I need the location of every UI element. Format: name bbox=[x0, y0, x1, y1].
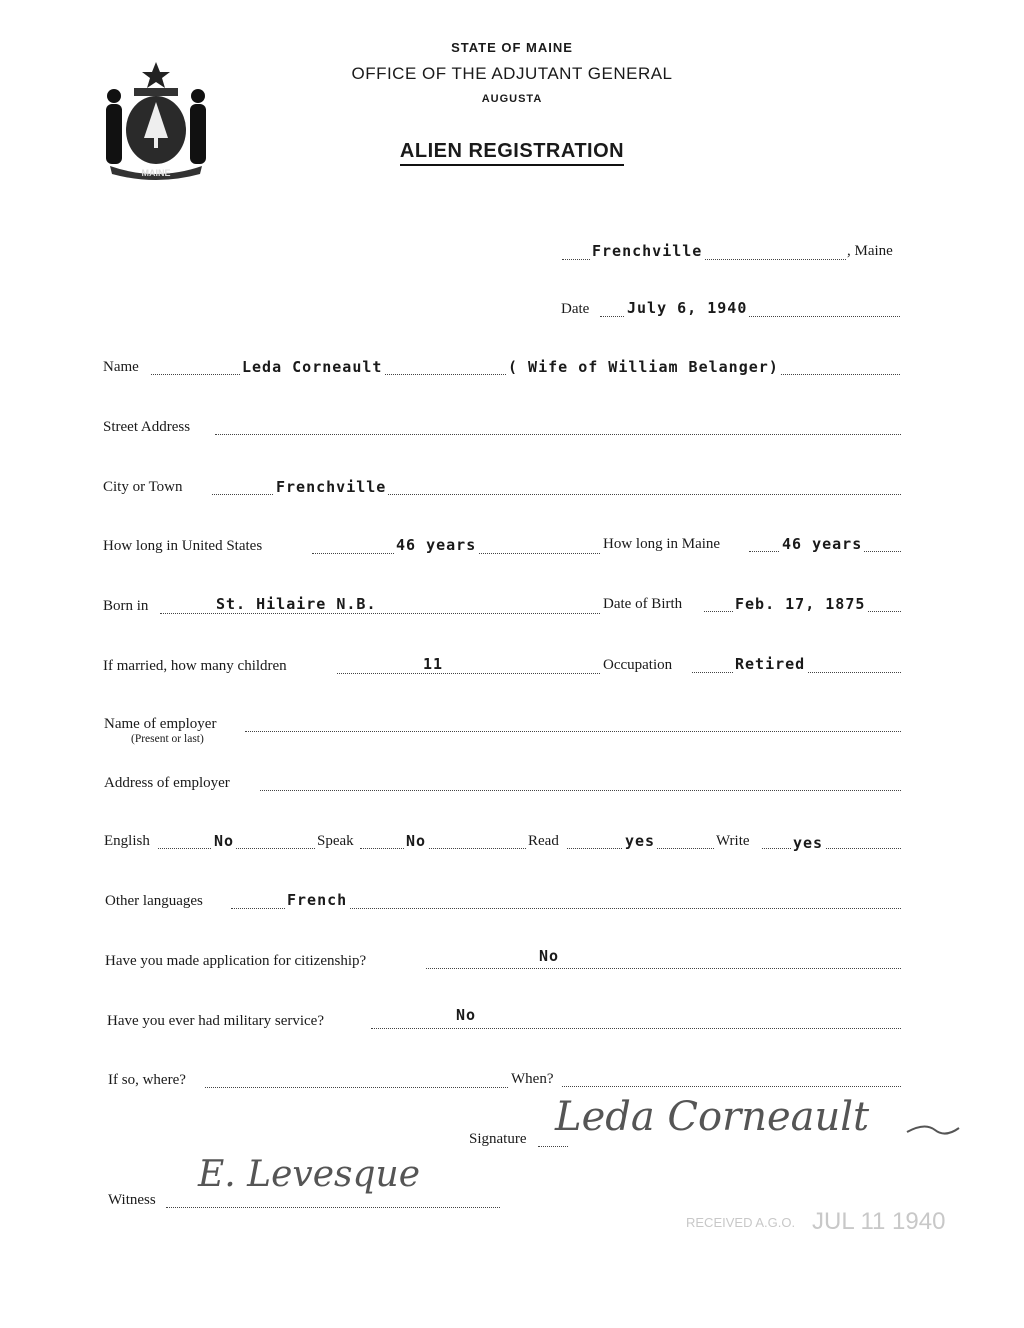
us-duration-label: How long in United States bbox=[103, 538, 263, 554]
children-label: If married, how many children bbox=[103, 658, 287, 674]
office-heading: OFFICE OF THE ADJUTANT GENERAL bbox=[351, 64, 673, 83]
city-heading: AUGUSTA bbox=[481, 93, 543, 105]
military-label: Have you ever had military service? bbox=[107, 1013, 324, 1029]
place-value: Frenchville bbox=[592, 242, 703, 260]
city-value: Frenchville bbox=[276, 478, 387, 496]
us-duration-value: 46 years bbox=[396, 536, 477, 554]
form-title: ALIEN REGISTRATION bbox=[0, 140, 1024, 163]
other-languages-value: French bbox=[287, 891, 348, 909]
children-value: 11 bbox=[423, 655, 444, 673]
employer-address-label: Address of employer bbox=[104, 775, 230, 791]
signature-label: Signature bbox=[469, 1131, 527, 1147]
born-in-value: St. Hilaire N.B. bbox=[216, 595, 377, 613]
english-label: English bbox=[104, 833, 150, 849]
name-note: ( Wife of William Belanger) bbox=[508, 358, 779, 376]
read-label: Read bbox=[528, 833, 559, 849]
witness-value: E. Levesque bbox=[198, 1154, 421, 1195]
occupation-label: Occupation bbox=[603, 657, 673, 673]
where-label: If so, where? bbox=[108, 1072, 186, 1088]
born-in-label: Born in bbox=[103, 598, 149, 614]
citizenship-value: No bbox=[539, 947, 560, 965]
date-value: July 6, 1940 bbox=[627, 299, 748, 317]
received-stamp-date: JUL 11 1940 bbox=[812, 1208, 946, 1235]
signature-value: Leda Corneault bbox=[555, 1094, 870, 1140]
military-value: No bbox=[456, 1006, 477, 1024]
dob-label: Date of Birth bbox=[603, 596, 683, 612]
write-value: yes bbox=[793, 834, 824, 852]
witness-label: Witness bbox=[108, 1192, 156, 1208]
dob-value: Feb. 17, 1875 bbox=[735, 595, 866, 613]
write-label: Write bbox=[716, 833, 750, 849]
city-label: City or Town bbox=[103, 479, 183, 495]
date-label: Date bbox=[561, 301, 590, 317]
maine-duration-value: 46 years bbox=[782, 535, 863, 553]
received-stamp-text: RECEIVED A.G.O. bbox=[686, 1215, 796, 1230]
employer-name-sublabel: (Present or last) bbox=[131, 733, 204, 745]
speak-value: No bbox=[406, 832, 427, 850]
street-address-label: Street Address bbox=[103, 419, 191, 435]
read-value: yes bbox=[625, 832, 656, 850]
state-heading: STATE OF MAINE bbox=[451, 40, 573, 55]
employer-name-label: Name of employer bbox=[104, 716, 217, 732]
citizenship-label: Have you made application for citizenship? bbox=[105, 953, 367, 969]
name-value: Leda Corneault bbox=[242, 358, 383, 376]
english-value: No bbox=[214, 832, 235, 850]
name-label: Name bbox=[103, 359, 139, 375]
place-suffix: , Maine bbox=[847, 243, 893, 259]
other-languages-label: Other languages bbox=[105, 893, 203, 909]
maine-duration-label: How long in Maine bbox=[603, 536, 721, 552]
when-label: When? bbox=[511, 1071, 554, 1087]
signature-flourish bbox=[905, 1118, 961, 1138]
speak-label: Speak bbox=[317, 833, 354, 849]
seal-text: MAINE bbox=[141, 168, 171, 178]
occupation-value: Retired bbox=[735, 655, 806, 673]
